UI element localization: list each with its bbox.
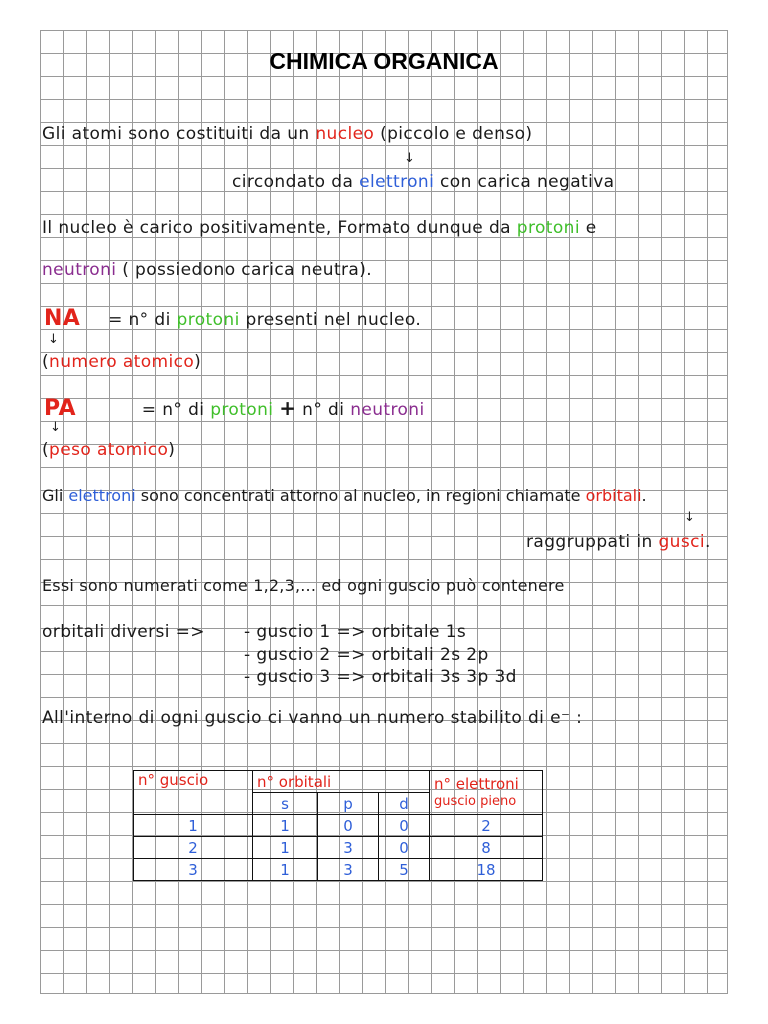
paren: ( xyxy=(42,352,50,372)
text: raggruppati in xyxy=(526,532,653,552)
text: orbitali diversi => xyxy=(42,622,205,642)
table-row xyxy=(134,837,543,859)
text: presenti nel nucleo. xyxy=(245,310,422,330)
cell-d: 0 xyxy=(379,837,430,859)
plus-sign: + xyxy=(279,396,297,420)
line-gusci xyxy=(526,532,711,552)
text: e xyxy=(585,218,597,238)
line-nucleus-charge xyxy=(42,218,597,238)
line-numbered xyxy=(42,576,565,595)
cell-d: 0 xyxy=(379,815,430,837)
text: con carica negativa xyxy=(440,172,615,192)
label-na: NA xyxy=(44,306,81,331)
line-numero-atomico xyxy=(42,352,201,372)
arrow-down-icon: ↓ xyxy=(404,151,415,166)
text: - guscio 1 => orbitale 1s xyxy=(244,622,467,642)
shell-table xyxy=(133,770,543,881)
text: sono concentrati attorno al nucleo, in regioni chiamate xyxy=(140,486,581,505)
text: (piccolo e denso) xyxy=(380,124,533,144)
arrow-down-icon: ↓ xyxy=(684,510,695,525)
cell-elettroni: 8 xyxy=(430,837,543,859)
cell-p: 3 xyxy=(318,859,379,881)
header-elettroni-line1: n° elettroni xyxy=(434,774,519,793)
header-elettroni-line2: guscio pieno xyxy=(434,793,517,809)
text: Essi sono numerati come 1,2,3,... ed ogni guscio può contenere xyxy=(42,576,565,595)
cell-guscio: 1 xyxy=(134,815,253,837)
text: All'interno di ogni guscio ci vanno un numero stabilito di e⁻ : xyxy=(42,708,583,728)
cell-guscio: 2 xyxy=(134,837,253,859)
subheader-s: s xyxy=(253,793,318,815)
line-peso-atomico xyxy=(42,440,175,460)
text: . xyxy=(704,532,711,552)
word-protoni: protoni xyxy=(176,310,240,330)
text: = n° di xyxy=(108,310,171,330)
word-neutroni: neutroni xyxy=(42,260,117,280)
cell-p: 3 xyxy=(318,837,379,859)
text: = n° di xyxy=(141,400,205,420)
line-orbitali-diversi xyxy=(42,622,205,642)
subheader-d: d xyxy=(379,793,430,815)
cell-s: 1 xyxy=(253,837,318,859)
cell-elettroni: 18 xyxy=(430,859,543,881)
text: Gli xyxy=(42,486,64,505)
text: Gli atomi sono costituiti da un xyxy=(42,124,310,144)
text: - guscio 3 => orbitali 3s 3p 3d xyxy=(244,667,517,687)
cell-p: 0 xyxy=(318,815,379,837)
table-header-row xyxy=(134,771,543,793)
text: . xyxy=(641,486,647,505)
word-elettroni: elettroni xyxy=(68,486,136,505)
word-numero-atomico: numero atomico xyxy=(49,352,195,372)
word-nucleo: nucleo xyxy=(315,124,375,144)
word-protoni: protoni xyxy=(210,400,274,420)
header-elettroni xyxy=(430,771,543,815)
line-electrons xyxy=(232,172,615,192)
word-gusci: gusci xyxy=(658,532,705,552)
word-neutroni: neutroni xyxy=(350,400,425,420)
word-elettroni: elettroni xyxy=(359,172,435,192)
text: - guscio 2 => orbitali 2s 2p xyxy=(244,645,489,665)
table-row xyxy=(134,859,543,881)
line-guscio-2 xyxy=(244,645,489,665)
line-guscio-3 xyxy=(244,667,517,687)
cell-d: 5 xyxy=(379,859,430,881)
line-pa xyxy=(44,396,425,421)
text: circondato da xyxy=(232,172,354,192)
line-electron-count xyxy=(42,708,582,728)
paren: ) xyxy=(168,440,176,460)
arrow-down-icon: ↓ xyxy=(48,332,59,347)
line-orbitals xyxy=(42,486,647,505)
cell-elettroni: 2 xyxy=(430,815,543,837)
header-orbitali: n° orbitali xyxy=(253,771,430,793)
text: n° di xyxy=(302,400,345,420)
cell-guscio: 3 xyxy=(134,859,253,881)
line-na xyxy=(44,306,421,331)
cell-s: 1 xyxy=(253,859,318,881)
line-neutrons xyxy=(42,260,372,280)
word-orbitali: orbitali xyxy=(585,486,642,505)
paren: ( xyxy=(42,440,50,460)
text: ( possiedono carica neutra). xyxy=(122,260,373,280)
word-protoni: protoni xyxy=(516,218,580,238)
cell-s: 1 xyxy=(253,815,318,837)
page-title: CHIMICA ORGANICA xyxy=(269,48,499,74)
subheader-p: p xyxy=(318,793,379,815)
line-guscio-1 xyxy=(244,622,466,642)
arrow-down-icon: ↓ xyxy=(50,420,61,435)
paren: ) xyxy=(194,352,202,372)
word-peso-atomico: peso atomico xyxy=(49,440,169,460)
label-pa: PA xyxy=(44,396,76,421)
table-row xyxy=(134,815,543,837)
line-atoms xyxy=(42,124,532,144)
text: Il nucleo è carico positivamente, Formato dunque da xyxy=(42,218,511,238)
header-guscio: n° guscio xyxy=(134,771,253,815)
